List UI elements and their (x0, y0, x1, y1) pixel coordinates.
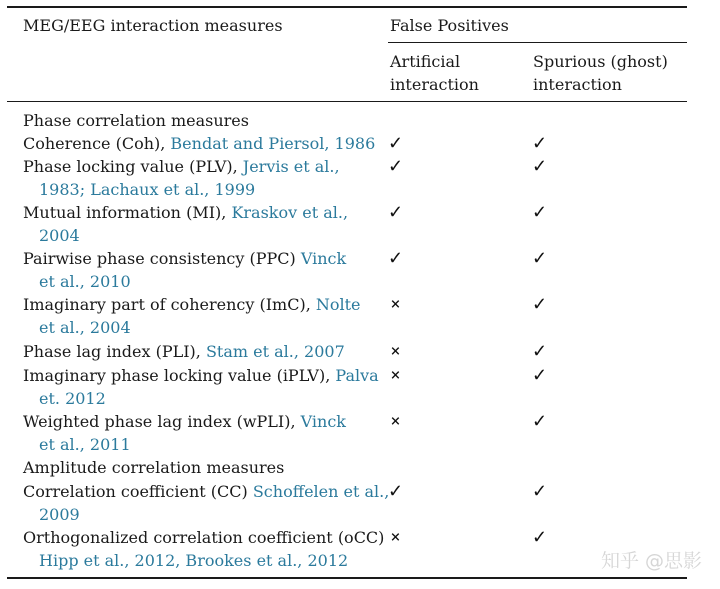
citation-link-cont[interactable]: 2009 (39, 505, 80, 524)
citation-link[interactable]: Vinck (300, 249, 347, 268)
row-label: Mutual information (MI), (23, 203, 232, 222)
bottom-rule (7, 577, 687, 579)
row-label: Pairwise phase consistency (PPC) (23, 249, 301, 268)
table-row-pli (23, 340, 345, 363)
row-label: Weighted phase lag index (wPLI), (23, 412, 301, 431)
spurious-check: ✓ (532, 202, 548, 223)
artificial-check: ✓ (388, 133, 404, 154)
spurious-check: ✓ (532, 341, 548, 362)
table-row-ppc (23, 247, 346, 270)
table-row-coh (23, 132, 375, 155)
header-bottom-rule (7, 101, 687, 102)
citation-link[interactable]: Kraskov et al., (231, 203, 349, 222)
artificial-check: ✓ (388, 156, 404, 177)
citation-link-cont[interactable]: et al., 2011 (39, 435, 131, 454)
artificial-cross: × (390, 344, 401, 359)
table-row-occ (23, 526, 384, 549)
artificial-cross: × (390, 368, 401, 383)
spurious-check: ✓ (532, 411, 548, 432)
row-label: Imaginary phase locking value (iPLV), (23, 366, 336, 385)
table-row-plv (23, 155, 340, 178)
spurious-check: ✓ (532, 133, 548, 154)
row-label: Phase lag index (PLI), (23, 342, 206, 361)
citation-link-cont[interactable]: 2004 (39, 226, 80, 245)
row-label: Imaginary part of coherency (ImC), (23, 295, 316, 314)
measures-header: MEG/EEG interaction measures (23, 16, 283, 35)
table-row-iplv (23, 364, 379, 387)
artificial-cross: × (390, 414, 401, 429)
watermark: 知乎 @思影 (600, 550, 702, 572)
artificial-check: ✓ (388, 248, 404, 269)
row-label: Orthogonalized correlation coefficient (oCC) (23, 528, 385, 547)
spurious-check: ✓ (532, 365, 548, 386)
section-phase: Phase correlation measures (23, 111, 249, 130)
row-label: Correlation coefficient (CC) (23, 482, 253, 501)
table-row-imc (23, 293, 361, 316)
spurious-header-line2: interaction (533, 75, 622, 94)
row-label: Phase locking value (PLV), (23, 157, 243, 176)
false-positives-header: False Positives (390, 16, 509, 35)
citation-link[interactable]: Schoffelen et al., (252, 482, 390, 501)
artificial-header-line1: Artificial (390, 52, 461, 71)
citation-link-cont[interactable]: et al., 2004 (39, 318, 131, 337)
citation-link-cont[interactable]: et. 2012 (39, 389, 106, 408)
citation-link[interactable]: Jervis et al., (242, 157, 340, 176)
section-amplitude: Amplitude correlation measures (23, 458, 285, 477)
citation-link[interactable]: Bendat and Piersol, 1986 (170, 134, 376, 153)
spurious-header-line1: Spurious (ghost) (533, 52, 668, 71)
citation-link-cont[interactable]: Hipp et al., 2012, Brookes et al., 2012 (39, 551, 349, 570)
artificial-check: ✓ (388, 481, 404, 502)
artificial-cross: × (390, 297, 401, 312)
row-label: Coherence (Coh), (23, 134, 171, 153)
citation-link[interactable]: Nolte (315, 295, 361, 314)
spurious-check: ✓ (532, 248, 548, 269)
spurious-check: ✓ (532, 527, 548, 548)
citation-link[interactable]: Vinck (300, 412, 346, 431)
table-row-cc (23, 480, 389, 503)
false-positives-rule (388, 42, 687, 43)
artificial-header-line2: interaction (390, 75, 479, 94)
table-row-mi (23, 201, 348, 224)
spurious-check: ✓ (532, 294, 548, 315)
top-rule (7, 6, 687, 8)
artificial-check: ✓ (388, 202, 404, 223)
citation-link[interactable]: Stam et al., 2007 (205, 342, 345, 361)
table-row-wpli (23, 410, 346, 433)
citation-link-cont[interactable]: 1983; Lachaux et al., 1999 (39, 180, 256, 199)
citation-link-cont[interactable]: et al., 2010 (39, 272, 131, 291)
citation-link[interactable]: Palva (335, 366, 379, 385)
artificial-cross: × (390, 530, 401, 545)
spurious-check: ✓ (532, 481, 548, 502)
spurious-check: ✓ (532, 156, 548, 177)
